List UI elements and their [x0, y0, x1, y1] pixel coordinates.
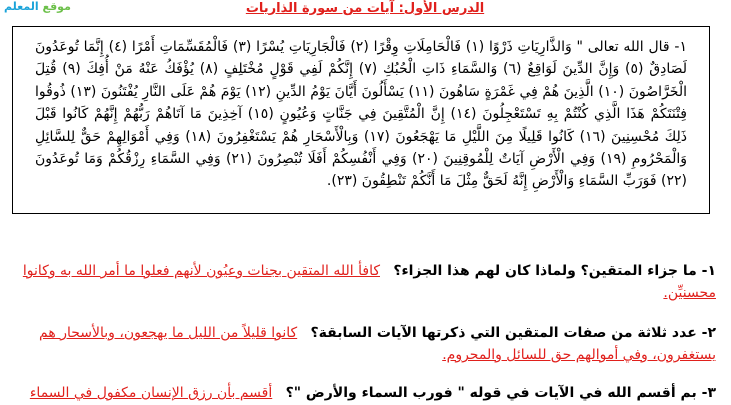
logo-text-green: موقع: [42, 0, 71, 13]
question-3-text: ٣- بم أقسم الله في الآيات في قوله " فورب السماء والأرض "؟: [285, 385, 716, 401]
question-2-text: ٢- عدد ثلاثة من صفات المتقين التي ذكرتها الآيات السابقة؟: [310, 325, 716, 341]
answer-1-text: كافأ الله المتقين بجنات وعيُون لأنهم فعلوا ما أمر الله به وكانوا محسنيِّن.: [22, 263, 716, 301]
lesson-title: الدرس الأول: آيات من سورة الذاريات: [245, 1, 485, 16]
question-1-text: ١- ما جزاء المتقين؟ ولماذا كان لهم هذا الجزاء؟: [393, 263, 716, 279]
answer-3-text: أقسم بأن رزق الإنسان مكفول في السماء: [29, 385, 273, 401]
question-3: [14, 382, 716, 404]
answer-2-text: كانوا قليلاً من الليل ما يهجعون، وبالأسحار هم يستغفرون، وفي أموالهم حق للسائل والمحروم.: [39, 325, 716, 363]
site-logo: [4, 0, 104, 14]
verses-box: [12, 26, 710, 214]
question-2: [14, 322, 716, 366]
question-1: [14, 260, 716, 304]
verses-text: ١- قال الله تعالى " وَالذَّارِيَاتِ ذَرْوًا (١) فَالْحَامِلَاتِ وِقْرًا (٢) فَالْجَارِيَاتِ يُسْرًا (٣) فَالْمُقَسِّمَاتِ أَمْرًا (٤) إِنَّمَا تُوعَدُونَ لَصَادِقٌ (٥) وَإِنَّ الدِّينَ لَوَاقِعٌ (٦) وَالسَّمَاءِ ذَاتِ الْحُبُكِ (٧) إِنَّكُمْ لَفِي قَوْلٍ مُخْتَلِفٍ (٨) يُؤْفَكُ عَنْهُ مَنْ أُفِكَ (٩) قُتِلَ الْخَرَّاصُونَ (١٠) الَّذِينَ هُمْ فِي غَمْرَةٍ سَاهُونَ (١١) يَسْأَلُونَ أَيَّانَ يَوْمُ الدِّينِ (١٢) يَوْمَ هُمْ عَلَى النَّارِ يُفْتَنُونَ (١٣) ذُوقُوا فِتْنَتَكُمْ هَذَا الَّذِي كُنْتُمْ بِهِ تَسْتَعْجِلُونَ (١٤) إِنَّ الْمُتَّقِينَ فِي جَنَّاتٍ وَعُيُونٍ (١٥) آخِذِينَ مَا آتَاهُمْ رَبُّهُمْ إِنَّهُمْ كَانُوا قَبْلَ ذَلِكَ مُحْسِنِينَ (١٦) كَانُوا قَلِيلًا مِنَ اللَّيْلِ مَا يَهْجَعُونَ (١٧) وَبِالْأَسْحَارِ هُمْ يَسْتَغْفِرُونَ (١٨) وَفِي أَمْوَالِهِمْ حَقٌّ لِلسَّائِلِ وَالْمَحْرُومِ (١٩) وَفِي الْأَرْضِ آيَاتٌ لِلْمُوقِنِينَ (٢٠) وَفِي أَنْفُسِكُمْ أَفَلَا تُبْصِرُونَ (٢١) وَفِي السَّمَاءِ رِزْقُكُمْ وَمَا تُوعَدُونَ (٢٢) فَوَرَبِّ السَّمَاءِ وَالْأَرْضِ إِنَّهُ لَحَقٌّ مِثْلَ مَا أَنَّكُمْ تَنْطِقُونَ (٢٣).: [35, 39, 688, 190]
logo-text-blue: المعلم: [4, 0, 39, 13]
